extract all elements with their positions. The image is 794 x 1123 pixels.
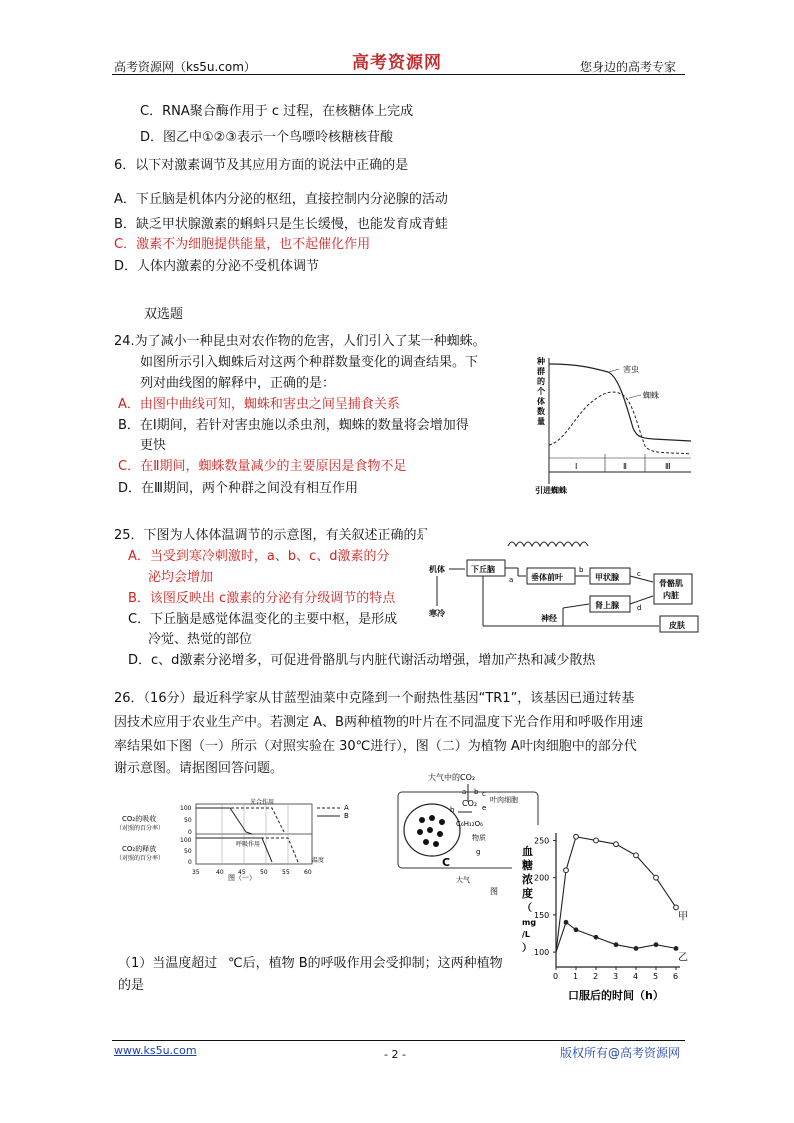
bg-point: [674, 905, 679, 910]
header-left: 高考资源网（ks5u.com）: [114, 60, 256, 74]
page-number: - 2 -: [384, 1048, 406, 1061]
bg-xtick-label: 2: [593, 972, 599, 981]
photosynthesis-figure: [112, 796, 362, 882]
bg-ylabel-3: 浓: [522, 873, 533, 886]
q6-stem: 6．以下对激素调节及其应用方面的说法中正确的是: [114, 158, 409, 173]
q6-option-d: D．人体内激素的分泌不受机体调节: [114, 259, 320, 274]
bg-ylabel-1: 血: [522, 845, 533, 858]
bg-ylabel-2: 糖: [522, 859, 533, 872]
pop-ylabel-3: 的: [537, 377, 545, 386]
q24-stem-3: 列对曲线图的解释中，正确的是：: [140, 376, 336, 391]
spider-label: 蜘蛛: [643, 391, 659, 400]
fig1-resp-label: 呼吸作用: [236, 841, 261, 848]
q24-option-d: D．在Ⅲ期间，两个种群之间没有相互作用: [118, 481, 358, 496]
fig2-matter: 物质: [472, 834, 486, 842]
fig1-ytick-5: 50: [184, 848, 192, 855]
fig2-c6: C₆H₁₂O₆: [456, 820, 483, 828]
bg-xtick-label: 5: [653, 972, 659, 981]
footer-rule: [112, 1040, 685, 1041]
fig2-atm-bottom: 大气: [456, 876, 470, 884]
fig2-atm-top: 大气中的CO₂: [428, 773, 476, 782]
intro-label: 引进蜘蛛: [535, 486, 567, 495]
pituitary-label: 垂体前叶: [531, 573, 563, 582]
fig1-ytick-1: 100: [180, 805, 192, 812]
bg-series-line-1: [556, 922, 676, 952]
pop-ylabel-2: 群: [537, 367, 545, 376]
pop-ylabel-4: 个: [537, 387, 545, 396]
fig1-label-2b: （对照的百分率）: [116, 855, 165, 862]
q25-option-d: D．c、d激素分泌增多，可促进骨骼肌与内脏代谢活动增强，增加产热和减少散热: [128, 653, 596, 668]
fig2-letter-C: C: [442, 856, 451, 869]
pop-ylabel-6: 数: [537, 407, 545, 416]
fig1-legend-b: B: [344, 812, 349, 820]
fig2-letter-g: g: [476, 848, 481, 856]
muscle-label: 骨骼肌: [659, 579, 683, 588]
fig1-ytick-2: 50: [184, 817, 192, 824]
fig1-curve-b-photo: [196, 808, 284, 832]
q26-line-1: 26．（16分）最近科学家从甘蓝型油菜中克隆到一个耐热性基因“TR1”，该基因已通过转基: [114, 691, 635, 706]
q24-option-a: A．由图中曲线可知，蜘蛛和害虫之间呈捕食关系: [118, 397, 400, 412]
bg-ylabel-7: /L: [522, 930, 531, 939]
q24-stem-2: 如图所示引入蜘蛛后对这两个种群数量变化的调查结果。下: [140, 355, 479, 370]
fig2-co2: CO₂: [462, 799, 478, 808]
bg-point: [594, 935, 599, 940]
bg-point: [634, 853, 639, 858]
adrenal-label: 肾上腺: [595, 601, 619, 610]
fig2-letter-e: e: [482, 804, 487, 812]
bg-xtick-label: 0: [553, 972, 559, 981]
bg-point: [614, 942, 619, 947]
bg-ytick-label: 250: [534, 836, 550, 846]
bg-ytick-label: 150: [534, 910, 550, 920]
bg-ylabel-5: （: [522, 903, 532, 914]
bg-series-line-0: [556, 837, 676, 952]
footer-link[interactable]: www.ks5u.com: [114, 1044, 197, 1057]
footer-copyright: 版权所有@高考资源网: [560, 1046, 681, 1060]
pop-ylabel-5: 体: [537, 397, 545, 406]
period-2: Ⅱ: [623, 462, 627, 471]
fig2-letter-c: c: [482, 790, 486, 798]
bg-series-label: 甲: [678, 911, 688, 923]
thermoregulation-figure: [423, 530, 708, 640]
fig2-letter-b: b: [474, 788, 479, 796]
q25-option-a-2: 泌均会增加: [148, 570, 214, 585]
bg-point: [654, 942, 659, 947]
fig1-curve-a-resp: [196, 838, 272, 862]
bg-point: [564, 920, 569, 925]
bg-point: [674, 946, 679, 951]
fig1-label-1b: （对照的百分率）: [116, 825, 165, 832]
bg-point: [614, 842, 619, 847]
bg-point: [564, 868, 569, 873]
q6-option-c: C．激素不为细胞提供能量，也不起催化作用: [114, 237, 371, 252]
header-logo: 高考资源网: [352, 53, 442, 73]
q25-option-c-2: 冷觉、热觉的部位: [148, 632, 253, 647]
fig1-title: 图（一）: [228, 874, 256, 882]
period-3: Ⅲ: [665, 462, 671, 471]
pest-label: 害虫: [623, 365, 639, 374]
q26-line-4: 谢示意图。请据图回答问题。: [114, 761, 284, 776]
bg-point: [574, 927, 579, 932]
section-title: 双选题: [144, 307, 184, 322]
fig2-title: 图: [490, 887, 498, 896]
bg-point: [574, 834, 579, 839]
fig2-letter-h: h: [450, 806, 455, 814]
q6-option-a: A．下丘脑是机体内分泌的枢纽，直接控制内分泌腺的活动: [114, 192, 448, 207]
q5-option-c: C．RNA聚合酶作用于 c 过程，在核糖体上完成: [140, 104, 414, 119]
fig1-xtick-1: 35: [192, 869, 200, 876]
body-label: 机体: [429, 565, 445, 574]
q25-option-a-1: A．当受到寒冷刺激时，a、b、c、d激素的分: [128, 549, 390, 564]
fig1-photo-label: 光合作用: [250, 799, 275, 806]
thyroid-label: 甲状腺: [595, 573, 619, 582]
bg-ytick-label: 200: [534, 873, 550, 883]
blood-vessel-icon: [508, 542, 588, 546]
q26-answer-1b: ℃后，植物 B的呼吸作用会受抑制；这两种植物: [228, 956, 503, 971]
arrow-c: c: [637, 570, 641, 578]
bg-point: [654, 875, 659, 880]
q24-option-b-1: B．在Ⅰ期间，若针对害虫施以杀虫剂，蜘蛛的数量将会增加得: [118, 418, 469, 433]
fig1-xtick-5: 55: [282, 869, 290, 876]
fig2-letter-a: a: [462, 788, 467, 796]
fig1-xtick-4: 50: [260, 869, 268, 876]
blood-glucose-chart: [512, 825, 694, 1003]
bg-xtick-label: 6: [673, 972, 679, 981]
q26-line-2: 因技术应用于农业生产中。若测定 A、B两种植物的叶片在不同温度下光合作用和呼吸作用速: [114, 715, 643, 730]
skin-label: 皮肤: [669, 621, 685, 630]
arrow-d: d: [637, 604, 642, 612]
fig1-temp-label: 温度: [312, 857, 325, 864]
spider-curve: [549, 392, 691, 454]
bg-xtick-label: 3: [613, 972, 619, 981]
header-right: 您身边的高考专家: [580, 60, 677, 74]
q26-answer-2: 的是: [118, 978, 145, 993]
q24-stem-1: 24.为了减小一种昆虫对农作物的危害，人们引入了某一种蜘蛛。: [114, 334, 486, 349]
bg-ylabel-4: 度: [522, 887, 533, 900]
bg-xtick-label: 1: [573, 972, 579, 981]
fig1-xtick-2: 40: [216, 869, 224, 876]
hypo-label: 下丘脑: [471, 565, 495, 574]
population-figure: [533, 350, 698, 500]
bg-ylabel-8: ）: [522, 943, 532, 954]
fig1-curve-a-photo: [196, 808, 252, 834]
fig1-label-1: CO₂的吸收: [122, 815, 157, 823]
q6-option-b: B．缺乏甲状腺激素的蝌蚪只是生长缓慢，也能发育成青蛙: [114, 217, 448, 232]
pest-curve: [549, 364, 691, 441]
bg-series-label: 乙: [678, 952, 688, 964]
fig2-leaf-cell: 叶肉细胞: [490, 796, 518, 804]
bg-point: [594, 838, 599, 843]
q24-option-c: C．在Ⅱ期间，蜘蛛数量减少的主要原因是食物不足: [118, 459, 407, 474]
bg-xlabel: 口服后的时间（h）: [568, 989, 664, 1002]
cold-label: 寒冷: [429, 609, 445, 618]
nerve-label: 神经: [541, 614, 557, 623]
arrow-a: a: [509, 576, 514, 584]
period-1: Ⅰ: [575, 462, 578, 471]
q25-option-b: B．该图反映出 c激素的分泌有分级调节的特点: [128, 591, 396, 606]
q24-option-b-2: 更快: [140, 438, 167, 453]
fig1-legend-a: A: [344, 804, 349, 812]
q26-answer-1a: （1）当温度超过: [118, 956, 218, 971]
q26-line-3: 率结果如下图（一）所示（对照实验在 30℃进行），图（二）为植物 A叶肉细胞中的部分代: [114, 739, 637, 754]
fig1-ytick-6: 0: [188, 859, 192, 866]
bg-ylabel-6: mg: [522, 918, 537, 927]
q25-option-c-1: C．下丘脑是感觉体温变化的主要中枢，是形成: [128, 612, 398, 627]
viscera-label: 内脏: [663, 591, 679, 600]
bg-xtick-label: 4: [633, 972, 639, 981]
fig1-xtick-6: 60: [304, 869, 312, 876]
fig1-ytick-4: 100: [180, 837, 192, 844]
bg-point: [634, 946, 639, 951]
fig1-ytick-3: 0: [188, 829, 192, 836]
pop-ylabel-1: 种: [537, 357, 545, 366]
q5-option-d: D．图乙中①②③表示一个鸟嘌呤核糖核苷酸: [140, 130, 393, 145]
arrow-b: b: [579, 566, 584, 574]
header-rule: [112, 74, 685, 75]
bg-ytick-label: 100: [534, 948, 550, 958]
fig1-label-2: CO₂的释放: [122, 845, 157, 853]
pop-ylabel-7: 量: [537, 417, 545, 426]
fig1-xtick-3: 45: [238, 869, 246, 876]
q25-stem: 25．下图为人体体温调节的示意图，有关叙述正确的是：: [114, 528, 443, 543]
